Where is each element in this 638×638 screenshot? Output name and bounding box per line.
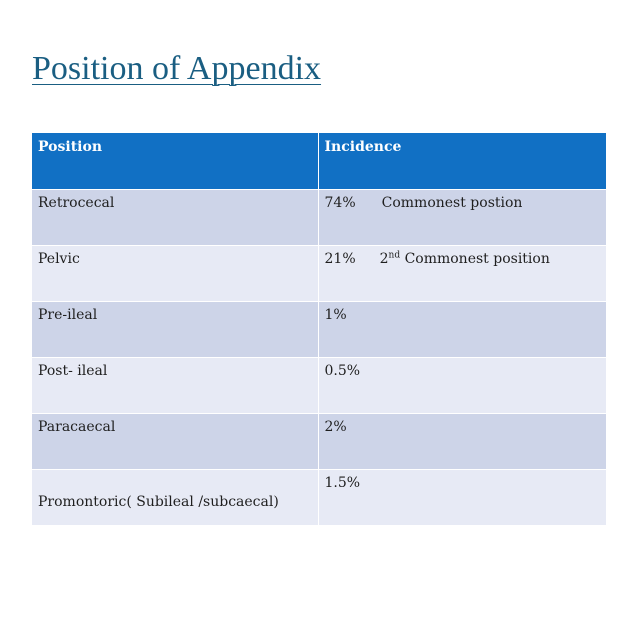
cell-position: Promontoric( Subileal /subcaecal) (32, 469, 318, 525)
table-header-row (32, 133, 606, 189)
header-incidence: Incidence (318, 133, 606, 189)
table-row (32, 301, 606, 357)
incidence-note-ordinal: 2 (379, 250, 389, 267)
cell-incidence (318, 189, 606, 245)
cell-incidence (318, 245, 606, 301)
cell-incidence: 1% (318, 301, 606, 357)
table-row (32, 189, 606, 245)
cell-incidence: 0.5% (318, 357, 606, 413)
table-row (32, 357, 606, 413)
incidence-note: Commonest postion (381, 194, 523, 211)
header-position: Position (32, 133, 318, 189)
incidence-note: Commonest position (404, 250, 550, 267)
appendix-position-table (32, 133, 606, 526)
cell-position: Retrocecal (32, 189, 318, 245)
table-row (32, 469, 606, 525)
cell-position: Paracaecal (32, 413, 318, 469)
cell-position: Pelvic (32, 245, 318, 301)
incidence-value: 74% (324, 194, 356, 211)
incidence-value: 21% (324, 250, 356, 267)
slide-title: Position of Appendix (32, 50, 322, 87)
cell-incidence: 2% (318, 413, 606, 469)
cell-position: Post- ileal (32, 357, 318, 413)
cell-incidence: 1.5% (318, 469, 606, 525)
incidence-note-ordinal-suffix: nd (388, 249, 401, 260)
table-row (32, 245, 606, 301)
cell-position: Pre-ileal (32, 301, 318, 357)
table-row (32, 413, 606, 469)
